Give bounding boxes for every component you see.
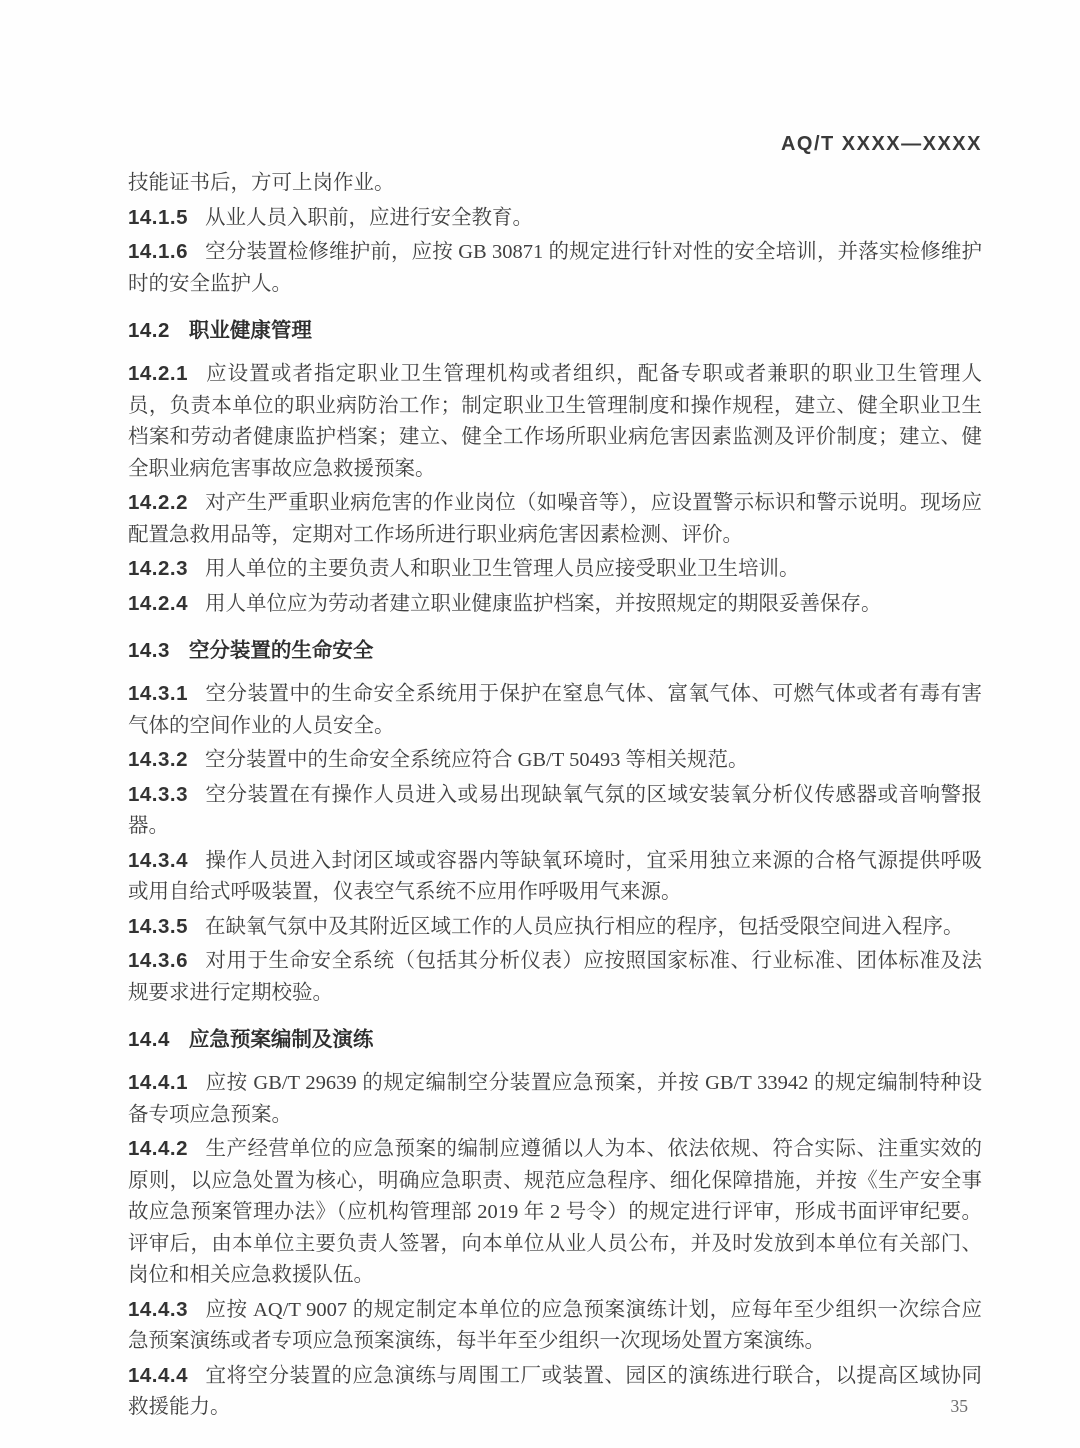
clause-14-4-4 [128,1360,982,1424]
clause-number: 14.4.1 [128,1071,188,1094]
clause-text: 空分装置中的生命安全系统用于保护在窒息气体、富氧气体、可燃气体或者有毒有害气体的空间作业的人员安全。 [128,683,982,737]
section-heading-14-2 [128,315,982,346]
clause-number: 14.2.4 [128,591,188,615]
section-title: 应急预案编制及演练 [188,1028,374,1051]
clause-14-1-5 [128,202,982,235]
clause-number: 14.2.1 [128,362,188,385]
clause-text: 从业人员入职前，应进行安全教育。 [205,206,533,229]
clause-text: 对用于生命安全系统（包括其分析仪表）应按照国家标准、行业标准、团体标准及法规要求进行定期校验。 [128,950,982,1004]
clause-text: 空分装置检修维护前，应按 GB 30871 的规定进行针对性的安全培训，并落实检修维护时的安全监护人。 [128,241,982,295]
clause-number: 14.4.3 [128,1297,188,1321]
clause-14-1-6 [128,236,982,300]
clause-14-3-2 [128,744,982,777]
clause-14-2-2 [128,487,982,551]
clause-14-2-1 [128,358,982,485]
document-body [128,166,982,1426]
clause-14-3-3 [128,779,982,843]
clause-number: 14.2.3 [128,557,188,580]
clause-text: 空分装置中的生命安全系统应符合 GB/T 50493 等相关规范。 [205,749,749,771]
clause-14-3-4 [128,845,982,909]
clause-text: 用人单位应为劳动者建立职业健康监护档案，并按照规定的期限妥善保存。 [205,592,882,615]
clause-number: 14.3.5 [128,914,188,938]
clause-number: 14.3.1 [128,682,188,705]
clause-text: 应按 GB/T 29639 的规定编制空分装置应急预案，并按 GB/T 33942 的规定编制特种设备专项应急预案。 [128,1072,982,1126]
clause-number: 14.4.2 [128,1137,188,1160]
page-number: 35 [950,1396,968,1416]
clause-number: 14.3.6 [128,949,188,972]
clause-text: 宜将空分装置的应急演练与周围工厂或装置、园区的演练进行联合，以提高区域协同救援能力。 [128,1364,982,1418]
clause-14-4-2 [128,1133,982,1292]
clause-number: 14.1.6 [128,240,188,263]
clause-number: 14.4.4 [128,1363,188,1387]
clause-14-4-3 [128,1294,982,1358]
clause-14-2-3 [128,553,982,586]
clause-text: 用人单位的主要负责人和职业卫生管理人员应接受职业卫生培训。 [205,558,800,580]
section-heading-14-3 [128,635,982,666]
section-number: 14.2 [128,319,170,342]
doc-code-header: AQ/T XXXX—XXXX [780,133,982,155]
clause-number: 14.1.5 [128,205,188,229]
clause-text: 应按 AQ/T 9007 的规定制定本单位的应急预案演练计划，应每年至少组织一次综合应急预案演练或者专项应急预案演练，每半年至少组织一次现场处置方案演练。 [128,1298,982,1352]
section-heading-14-4 [128,1024,982,1055]
clause-text: 生产经营单位的应急预案的编制应遵循以人为本、依法依规、符合实际、注重实效的原则，以应急处置为核心，明确应急职责、规范应急程序、细化保障措施，并按《生产安全事故应急预案管理办法》（应机构管理部 2019 年 2 号令）的规定进行评审，形成书面评审纪要。评审后，由本单位主要负责人签署，向本单位从业人员公布，并及时发放到本单位有关部门、岗位和相关应急救援队伍。 [128,1138,982,1286]
clause-14-3-1 [128,678,982,742]
clause-14-3-5 [128,911,982,944]
section-number: 14.4 [128,1028,170,1051]
section-title: 职业健康管理 [188,319,312,342]
clause-14-4-1 [128,1067,982,1131]
clause-text: 操作人员进入封闭区域或容器内等缺氧环境时，宜采用独立来源的合格气源提供呼吸或用自给式呼吸装置，仪表空气系统不应用作呼吸用气来源。 [128,849,982,903]
clause-number: 14.3.2 [128,748,188,771]
clause-text: 在缺氧气氛中及其附近区域工作的人员应执行相应的程序，包括受限空间进入程序。 [205,915,964,938]
clause-number: 14.3.4 [128,848,188,872]
section-title: 空分装置的生命安全 [188,639,374,662]
continuation-paragraph [128,168,982,200]
clause-number: 14.2.2 [128,491,188,514]
clause-14-3-6 [128,945,982,1009]
section-number: 14.3 [128,639,170,662]
clause-text: 空分装置在有操作人员进入或易出现缺氧气氛的区域安装氧分析仪传感器或音响警报器。 [128,783,982,837]
clause-text: 应设置或者指定职业卫生管理机构或者组织，配备专职或者兼职的职业卫生管理人员，负责本单位的职业病防治工作；制定职业卫生管理制度和操作规程，建立、健全职业卫生档案和劳动者健康监护档案；建立、健全工作场所职业病危害因素监测及评价制度；建立、健全职业病危害事故应急救援预案。 [128,363,982,480]
clause-number: 14.3.3 [128,782,188,806]
clause-14-2-4 [128,588,982,621]
clause-text: 技能证书后，方可上岗作业。 [128,172,395,194]
clause-text: 对产生严重职业病危害的作业岗位（如噪音等），应设置警示标识和警示说明。现场应配置急救用品等，定期对工作场所进行职业病危害因素检测、评价。 [128,492,982,546]
